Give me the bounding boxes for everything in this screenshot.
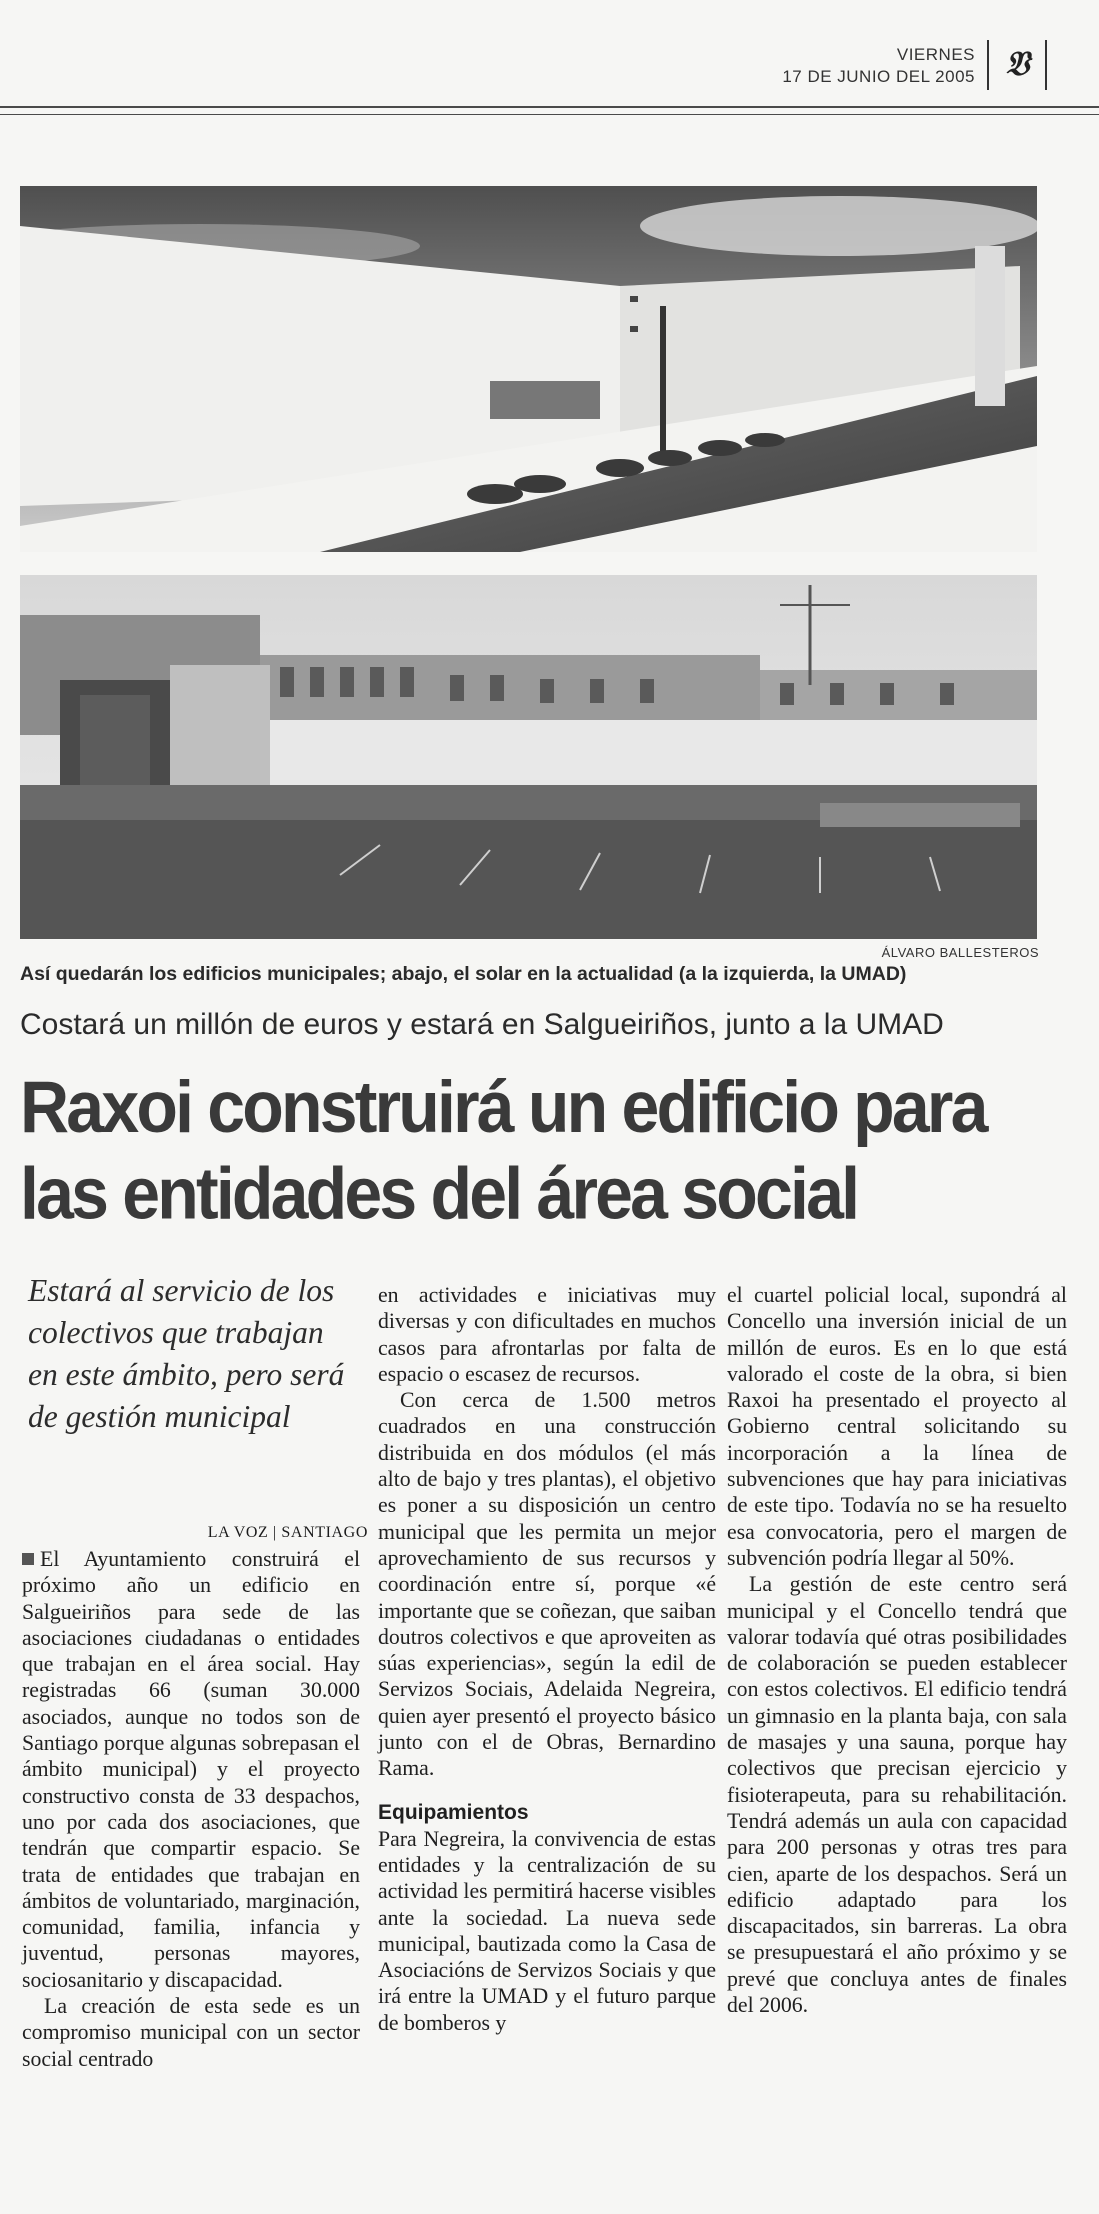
headline-line-2: las entidades del área social: [20, 1152, 858, 1235]
article-paragraph: el cuartel policial local, supondrá al Concello una inversión inicial de un millón de euros. Es en lo que está valorado el coste de la obra, si bien Raxoi ha presentado el proyecto al Gobierno central solicitando su incorporación a la línea de subvenciones que hay para iniciativas de este tipo. Todavía no se ha resuelto esa convocatoria, pero el margen de subvención podría llegar al 50%.: [727, 1283, 1067, 1570]
paragraph-bullet-icon: [22, 1553, 34, 1565]
headline-line-1: Raxoi construirá un edificio para: [20, 1066, 986, 1149]
article-column-1: [22, 1546, 360, 2072]
section-heading: Equipamientos: [378, 1800, 529, 1824]
masthead-full-date: 17 DE JUNIO DEL 2005: [782, 67, 975, 86]
article-column-2: [378, 1282, 716, 2036]
masthead-rule-bottom: [0, 114, 1099, 115]
article-headline: [20, 1064, 1090, 1237]
article-paragraph: en actividades e iniciativas muy diversas y con dificultades en muchos casos para afrontarlas por falta de espacio o escasez de recursos.: [378, 1283, 716, 1386]
article-byline: LA VOZ | SANTIAGO: [207, 1524, 368, 1541]
article-paragraph: La gestión de este centro será municipal y el Concello tendrá que valorar todavía qué otras posibilidades de colaboración se pueden establecer con estos colectivos. El edificio tendrá un gimnasio en la planta baja, con sala de masajes y una sauna, porque hay colectivos que precisan ejercicio y fisioterapeuta, para su rehabilitación. Tendrá además un aula con capacidad para 200 personas y otras tres para cien, aparte de los despachos. Será un edificio adaptado para los discapacitados, sin barreras. La obra se presupuestará el año próximo y se prevé que concluya antes de finales del 2006.: [727, 1572, 1067, 2018]
article-paragraph: Con cerca de 1.500 metros cuadrados en una construcción distribuida en dos módulos (el más alto de bajo y tres plantas), el objetivo es poner a su disposición un centro municipal que les permita un mejor aprovechamiento de sus recursos y coordinación entre sí, porque «é importante que se coñezan, que saiban doutros colectivos e que aproveiten as súas experiencias», según la edil de Servizos Sociais, Adelaida Negreira, quien ayer presentó el proyecto básico junto con el de Obras, Bernardino Rama.: [378, 1388, 716, 1781]
masthead-rule-top: [0, 106, 1099, 108]
photo-credit: ÁLVARO BALLESTEROS: [881, 945, 1039, 960]
article-paragraph: Para Negreira, la convivencia de estas entidades y la centralización de su actividad les permitirá hacerse visibles ante la sociedad. La nueva sede municipal, bautizada como la Casa de Asociacións de Servizos Sociais y que irá entre la UMAD y el futuro parque de bomberos y: [378, 1826, 716, 2035]
article-column-3: [727, 1282, 1067, 2018]
masthead-date: [782, 44, 975, 88]
site-current-photo: [20, 575, 1037, 939]
photo-caption: Así quedarán los edificios municipales; abajo, el solar en la actualidad (a la izquierda, la UMAD): [20, 963, 907, 985]
article-kicker: Costará un millón de euros y estará en Salgueiriños, junto a la UMAD: [20, 1008, 944, 1041]
newspaper-logo-icon: 𝔙: [987, 40, 1047, 90]
masthead-day: VIERNES: [896, 45, 975, 64]
article-paragraph: La creación de esta sede es un compromiso municipal con un sector social centrado: [22, 1994, 360, 2071]
building-rendering-photo: [20, 186, 1037, 552]
article-paragraph: El Ayuntamiento construirá el próximo año un edificio en Salgueiriños para sede de las asociaciones ciudadanas o entidades que trabajan en el área social. Hay registradas 66 (suman 30.000 asociados, aunque no todos son de Santiago porque algunas sobrepasan el ámbito municipal) y el proyecto constructivo consta de 33 despachos, uno por cada dos asociaciones, que tendrán que compartir espacio. Se trata de entidades que trabajan en ámbitos de voluntariado, marginación, comunidad, familia, infancia y juventud, personas mayores, sociosanitario y discapacidad.: [22, 1547, 360, 1992]
article-subhead: Estará al servicio de los colectivos que trabajan en este ámbito, pero será de gestión municipal: [28, 1273, 345, 1434]
